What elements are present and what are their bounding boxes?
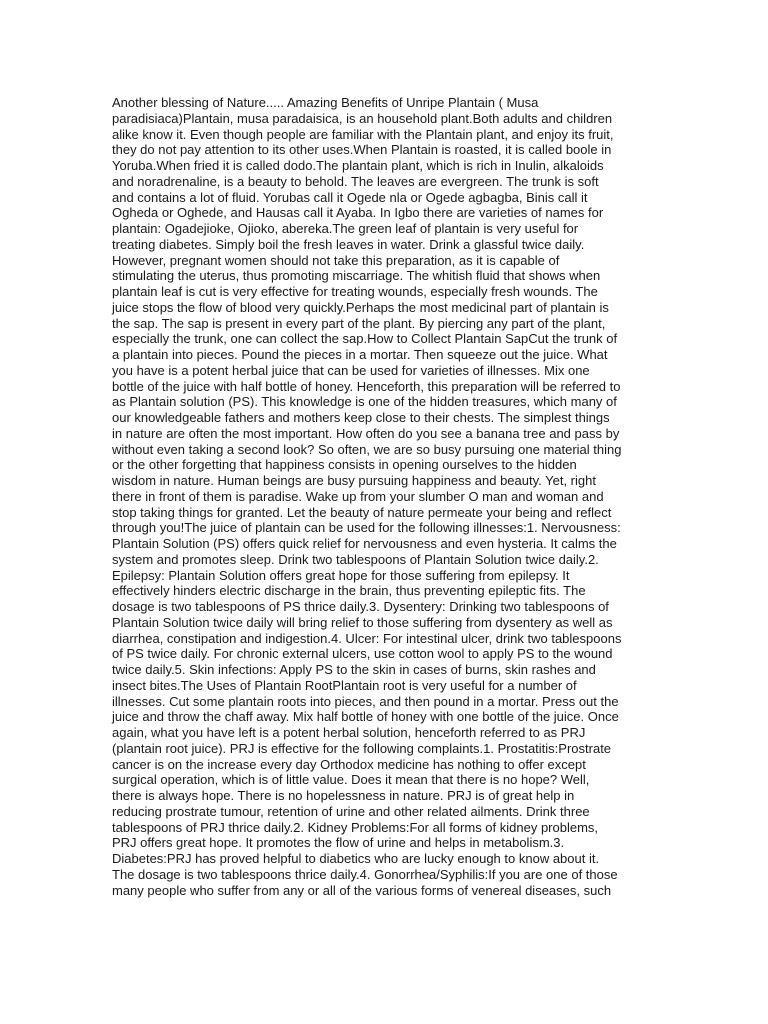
text-line: and noradrenaline, is a beauty to behold. The leaves are evergreen. The trunk is soft (112, 173, 599, 189)
text-line: through you!The juice of plantain can be used for the following illnesses:1. Nervousness: (112, 520, 621, 536)
text-line: plantain leaf is cut is very effective for treating wounds, especially fresh wounds. The (112, 284, 598, 299)
text-line: our knowledgeable fathers and mothers keep close to their chests. The simplest things (112, 410, 610, 425)
text-line: in nature are often the most important. How often do you see a banana tree and pass by (112, 425, 620, 441)
text-line: PRJ offers great hope. It promotes the flow of urine and helps in metabolism.3. (112, 835, 565, 851)
text-line: stimulating the uterus, thus promoting miscarriage. The whitish fluid that shows when (112, 268, 601, 284)
text-line: juice and throw the chaff away. Mix half bottle of honey with one bottle of the juice. Once (112, 709, 619, 725)
text-line: paradisiaca)Plantain, musa paradaisica, is an household plant.Both adults and children (112, 110, 613, 126)
text-line: many people who suffer from any or all of the various forms of venereal diseases, such (112, 882, 612, 898)
text-line: Yoruba.When fried it is called dodo.The plantain plant, which is rich in Inulin, alkaloids (112, 158, 604, 173)
text-line: The dosage is two tablespoons thrice daily.4. Gonorrhea/Syphilis:If you are one of those (112, 866, 618, 882)
text-line: alike know it. Even though people are familiar with the Plantain plant, and enjoy its fruit, (112, 126, 614, 142)
text-line: system and promotes sleep. Drink two tablespoons of Plantain Solution twice daily.2. (112, 551, 599, 567)
text-line: tablespoons of PRJ thrice daily.2. Kidney Problems:For all forms of kidney problems, (112, 819, 599, 835)
text-line: there in front of them is paradise. Wake up from your slumber O man and woman and (112, 488, 604, 504)
text-line: Ogheda or Oghede, and Hausas call it Ayaba. In Igbo there are varieties of names for (112, 205, 604, 221)
text-line: the sap. The sap is present in every part of the plant. By piercing any part of the plant, (112, 315, 606, 331)
text-line: plantain: Ogadejioke, Ojioko, abereka.The green leaf of plantain is very useful for (112, 221, 579, 236)
text-line: Plantain Solution (PS) offers quick relief for nervousness and even hysteria. It calms the (112, 536, 617, 551)
text-line: stop taking things for granted. Let the beauty of nature permeate your being and reflect (112, 504, 612, 520)
text-line: diarrhea, constipation and indigestion.4. Ulcer: For intestinal ulcer, drink two tablespoons (112, 630, 622, 646)
text-line: or the other forgetting that happiness consists in opening ourselves to the hidden (112, 457, 577, 473)
text-line: reducing prostrate tumour, retention of urine and other related ailments. Drink three (112, 803, 590, 819)
text-line: again, what you have left is a potent herbal solution, henceforth referred to as PRJ (112, 725, 586, 740)
text-line: they do not pay attention to its other uses.When Plantain is roasted, it is called boole in (112, 142, 612, 158)
text-line: a plantain into pieces. Pound the pieces in a mortar. Then squeeze out the juice. What (112, 347, 608, 362)
text-line: cancer is on the increase every day Orthodox medicine has nothing to offer except (112, 756, 586, 772)
text-line: (plantain root juice). PRJ is effective for the following complaints.1. Prostatitis:Prostrate (112, 740, 612, 756)
document-body-text (112, 95, 660, 898)
text-line: Diabetes:PRJ has proved helpful to diabetics who are lucky enough to know about it. (112, 851, 600, 866)
text-line: Epilepsy: Plantain Solution offers great hope for those suffering from epilepsy. It (112, 567, 570, 583)
text-line: However, pregnant women should not take this preparation, as it is capable of (112, 252, 560, 268)
text-line: surgical operation, which is of little value. Does it mean that there is no hope? Well, (112, 772, 590, 788)
text-line: insect bites.The Uses of Plantain RootPlantain root is very useful for a number of (112, 677, 577, 693)
text-line: wisdom in nature. Human beings are busy pursuing happiness and beauty. Yet, right (112, 473, 596, 488)
text-line: twice daily.5. Skin infections: Apply PS to the skin in cases of burns, skin rashes and (112, 662, 596, 677)
text-line: and contains a lot of fluid. Yorubas call it Ogede nla or Ogede agbagba, Binis call it (112, 189, 588, 205)
text-line: illnesses. Cut some plantain roots into pieces, and then pound in a mortar. Press out the (112, 693, 619, 709)
text-line: especially the trunk, one can collect the sap.How to Collect Plantain SapCut the trunk of (112, 331, 618, 347)
text-line: you have is a potent herbal juice that can be used for varieties of illnesses. Mix one (112, 362, 590, 378)
text-line: as Plantain solution (PS). This knowledge is one of the hidden treasures, which many of (112, 394, 617, 410)
text-line: of PS twice daily. For chronic external ulcers, use cotton wool to apply PS to the wound (112, 646, 613, 662)
text-line: juice stops the flow of blood very quickly.Perhaps the most medicinal part of plantain is (112, 299, 609, 315)
text-line: Plantain Solution twice daily will bring relief to those suffering from dysentery as well as (112, 614, 613, 630)
text-line: Another blessing of Nature..... Amazing Benefits of Unripe Plantain ( Musa (112, 95, 539, 110)
text-line: treating diabetes. Simply boil the fresh leaves in water. Drink a glassful twice daily. (112, 236, 585, 252)
text-line: there is always hope. There is no hopelessness in nature. PRJ is of great help in (112, 788, 575, 803)
text-line: dosage is two tablespoons of PS thrice daily.3. Dysentery: Drinking two tablespoons of (112, 599, 609, 614)
text-line: effectively hinders electric discharge in the brain, thus preventing epileptic fits. The (112, 583, 586, 599)
text-line: without even taking a second look? So often, we are so busy pursuing one material thing (112, 441, 622, 457)
text-line: bottle of the juice with half bottle of honey. Henceforth, this preparation will be referred to (112, 378, 621, 394)
